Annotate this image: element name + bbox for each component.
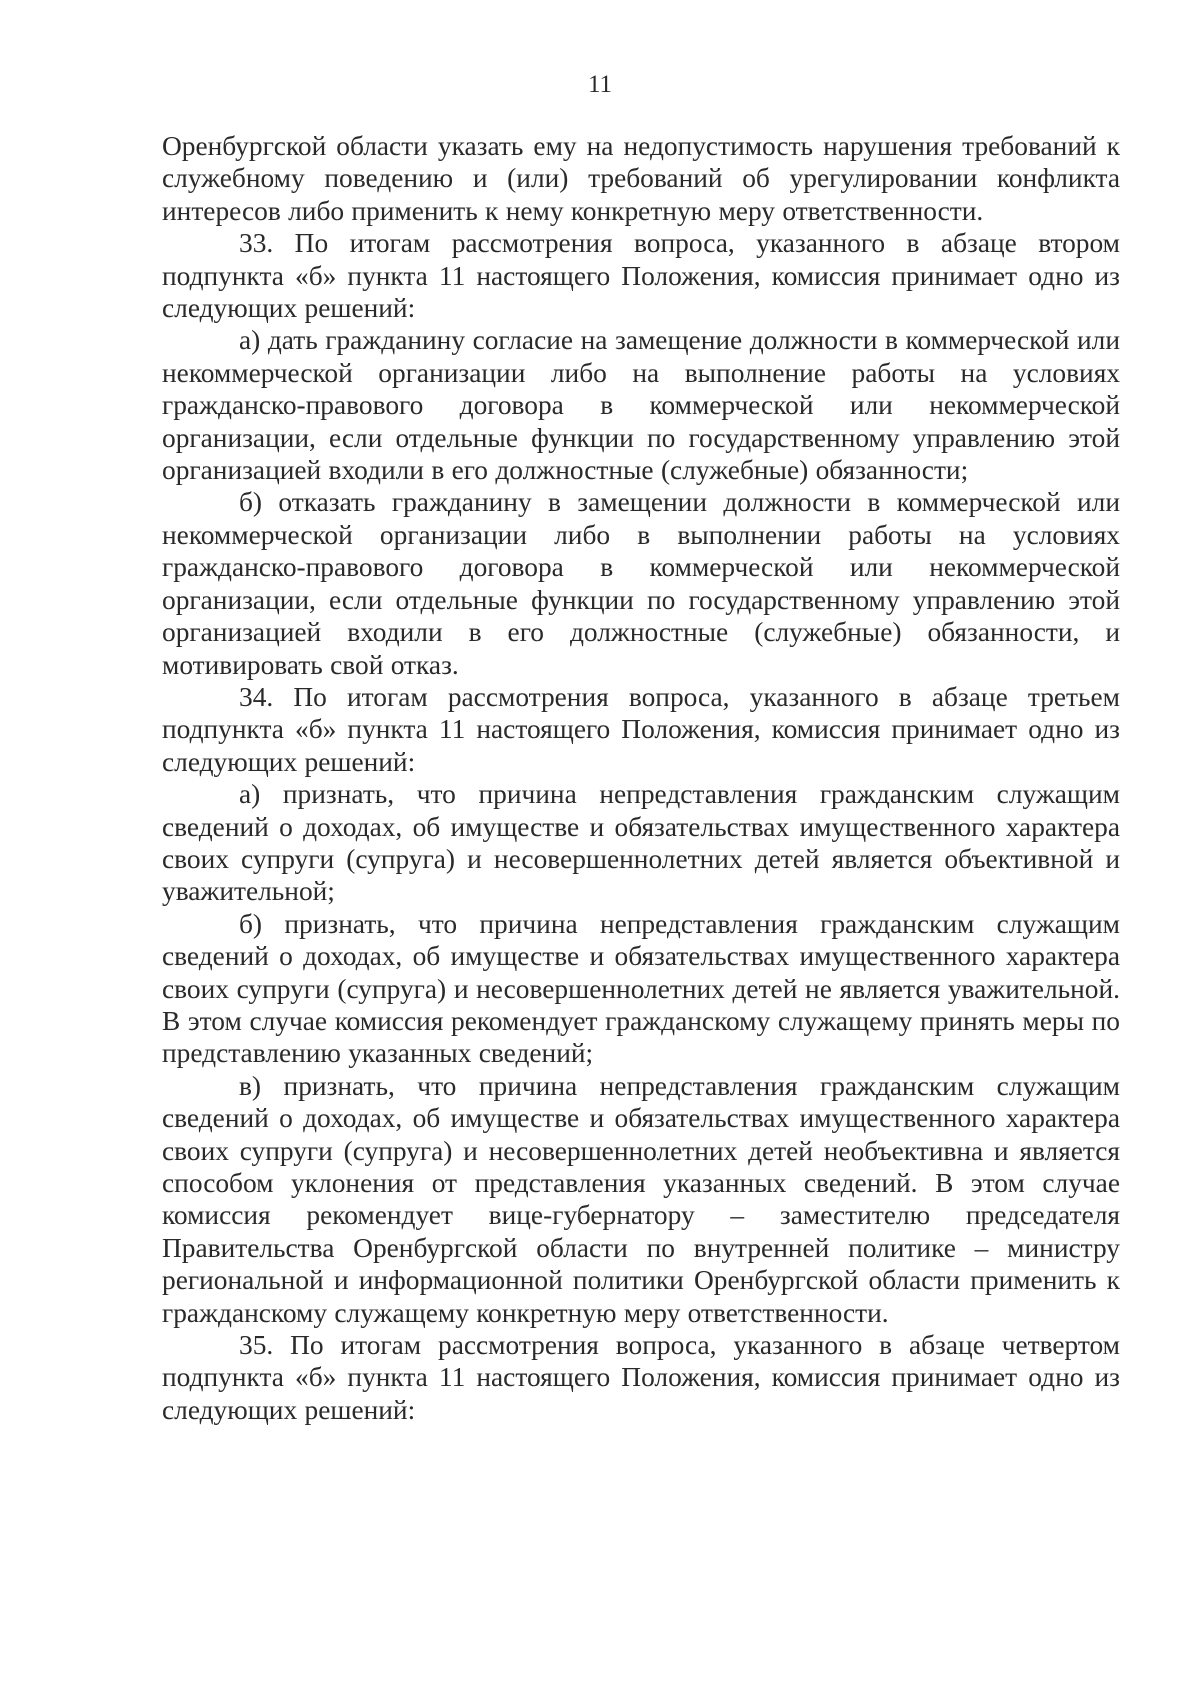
paragraph-item-33: 33. По итогам рассмотрения вопроса, указанного в абзаце втором подпункта «б» пункта 11 настоящего Положения, комиссия принимает одно из следующих решений: [162, 228, 1120, 324]
paragraph-continuation: Оренбургской области указать ему на недопустимость нарушения требований к служебному поведению и (или) требований об урегулировании конфликта интересов либо применить к нему конкретную меру ответственности. [162, 131, 1120, 226]
paragraph-item-34: 34. По итогам рассмотрения вопроса, указанного в абзаце третьем подпункта «б» пункта 11 настоящего Положения, комиссия принимает одно из следующих решений: [162, 681, 1120, 777]
paragraph-item-35: 35. По итогам рассмотрения вопроса, указанного в абзаце четвертом подпункта «б» пункта 11 настоящего Положения, комиссия принимает одно из следующих решений: [162, 1330, 1120, 1425]
document-body [162, 130, 1120, 1426]
paragraph-item-34-v: в) признать, что причина непредставления гражданским служащим сведений о доходах, об имуществе и обязательствах имущественного характера своих супруги (супруга) и несовершеннолетних детей необъективна и является способом уклонения от представления указанных сведений. В этом случае комиссия рекомендует вице-губернатору – заместителю председателя Правительства Оренбургской области по внутренней политике – министру региональной и информационной политики Оренбургской области применить к гражданскому служащему конкретную меру ответственности. [162, 1070, 1120, 1328]
paragraph-item-34-b: б) признать, что причина непредставления гражданским служащим сведений о доходах, об имуществе и обязательствах имущественного характера своих супруги (супруга) и несовершеннолетних детей не является уважительной. В этом случае комиссия рекомендует гражданскому служащему принять меры по представлению указанных сведений; [162, 908, 1120, 1069]
paragraph-item-33-a: а) дать гражданину согласие на замещение должности в коммерческой или некоммерческой организации либо на выполнение работы на условиях гражданско-правового договора в коммерческой или некоммерческой организации, если отдельные функции по государственному управлению этой организацией входили в его должностные (служебные) обязанности; [162, 325, 1120, 486]
page-number: 11 [587, 71, 613, 98]
paragraph-item-33-b: б) отказать гражданину в замещении должности в коммерческой или некоммерческой организации либо в выполнении работы на условиях гражданско-правового договора в коммерческой или некоммерческой организации, если отдельные функции по государственному управлению этой организацией входили в его должностные (служебные) обязанности, и мотивировать свой отказ. [162, 487, 1120, 680]
paragraph-item-34-a: а) признать, что причина непредставления гражданским служащим сведений о доходах, об имуществе и обязательствах имущественного характера своих супруги (супруга) и несовершеннолетних детей является объективной и уважительной; [162, 779, 1120, 907]
